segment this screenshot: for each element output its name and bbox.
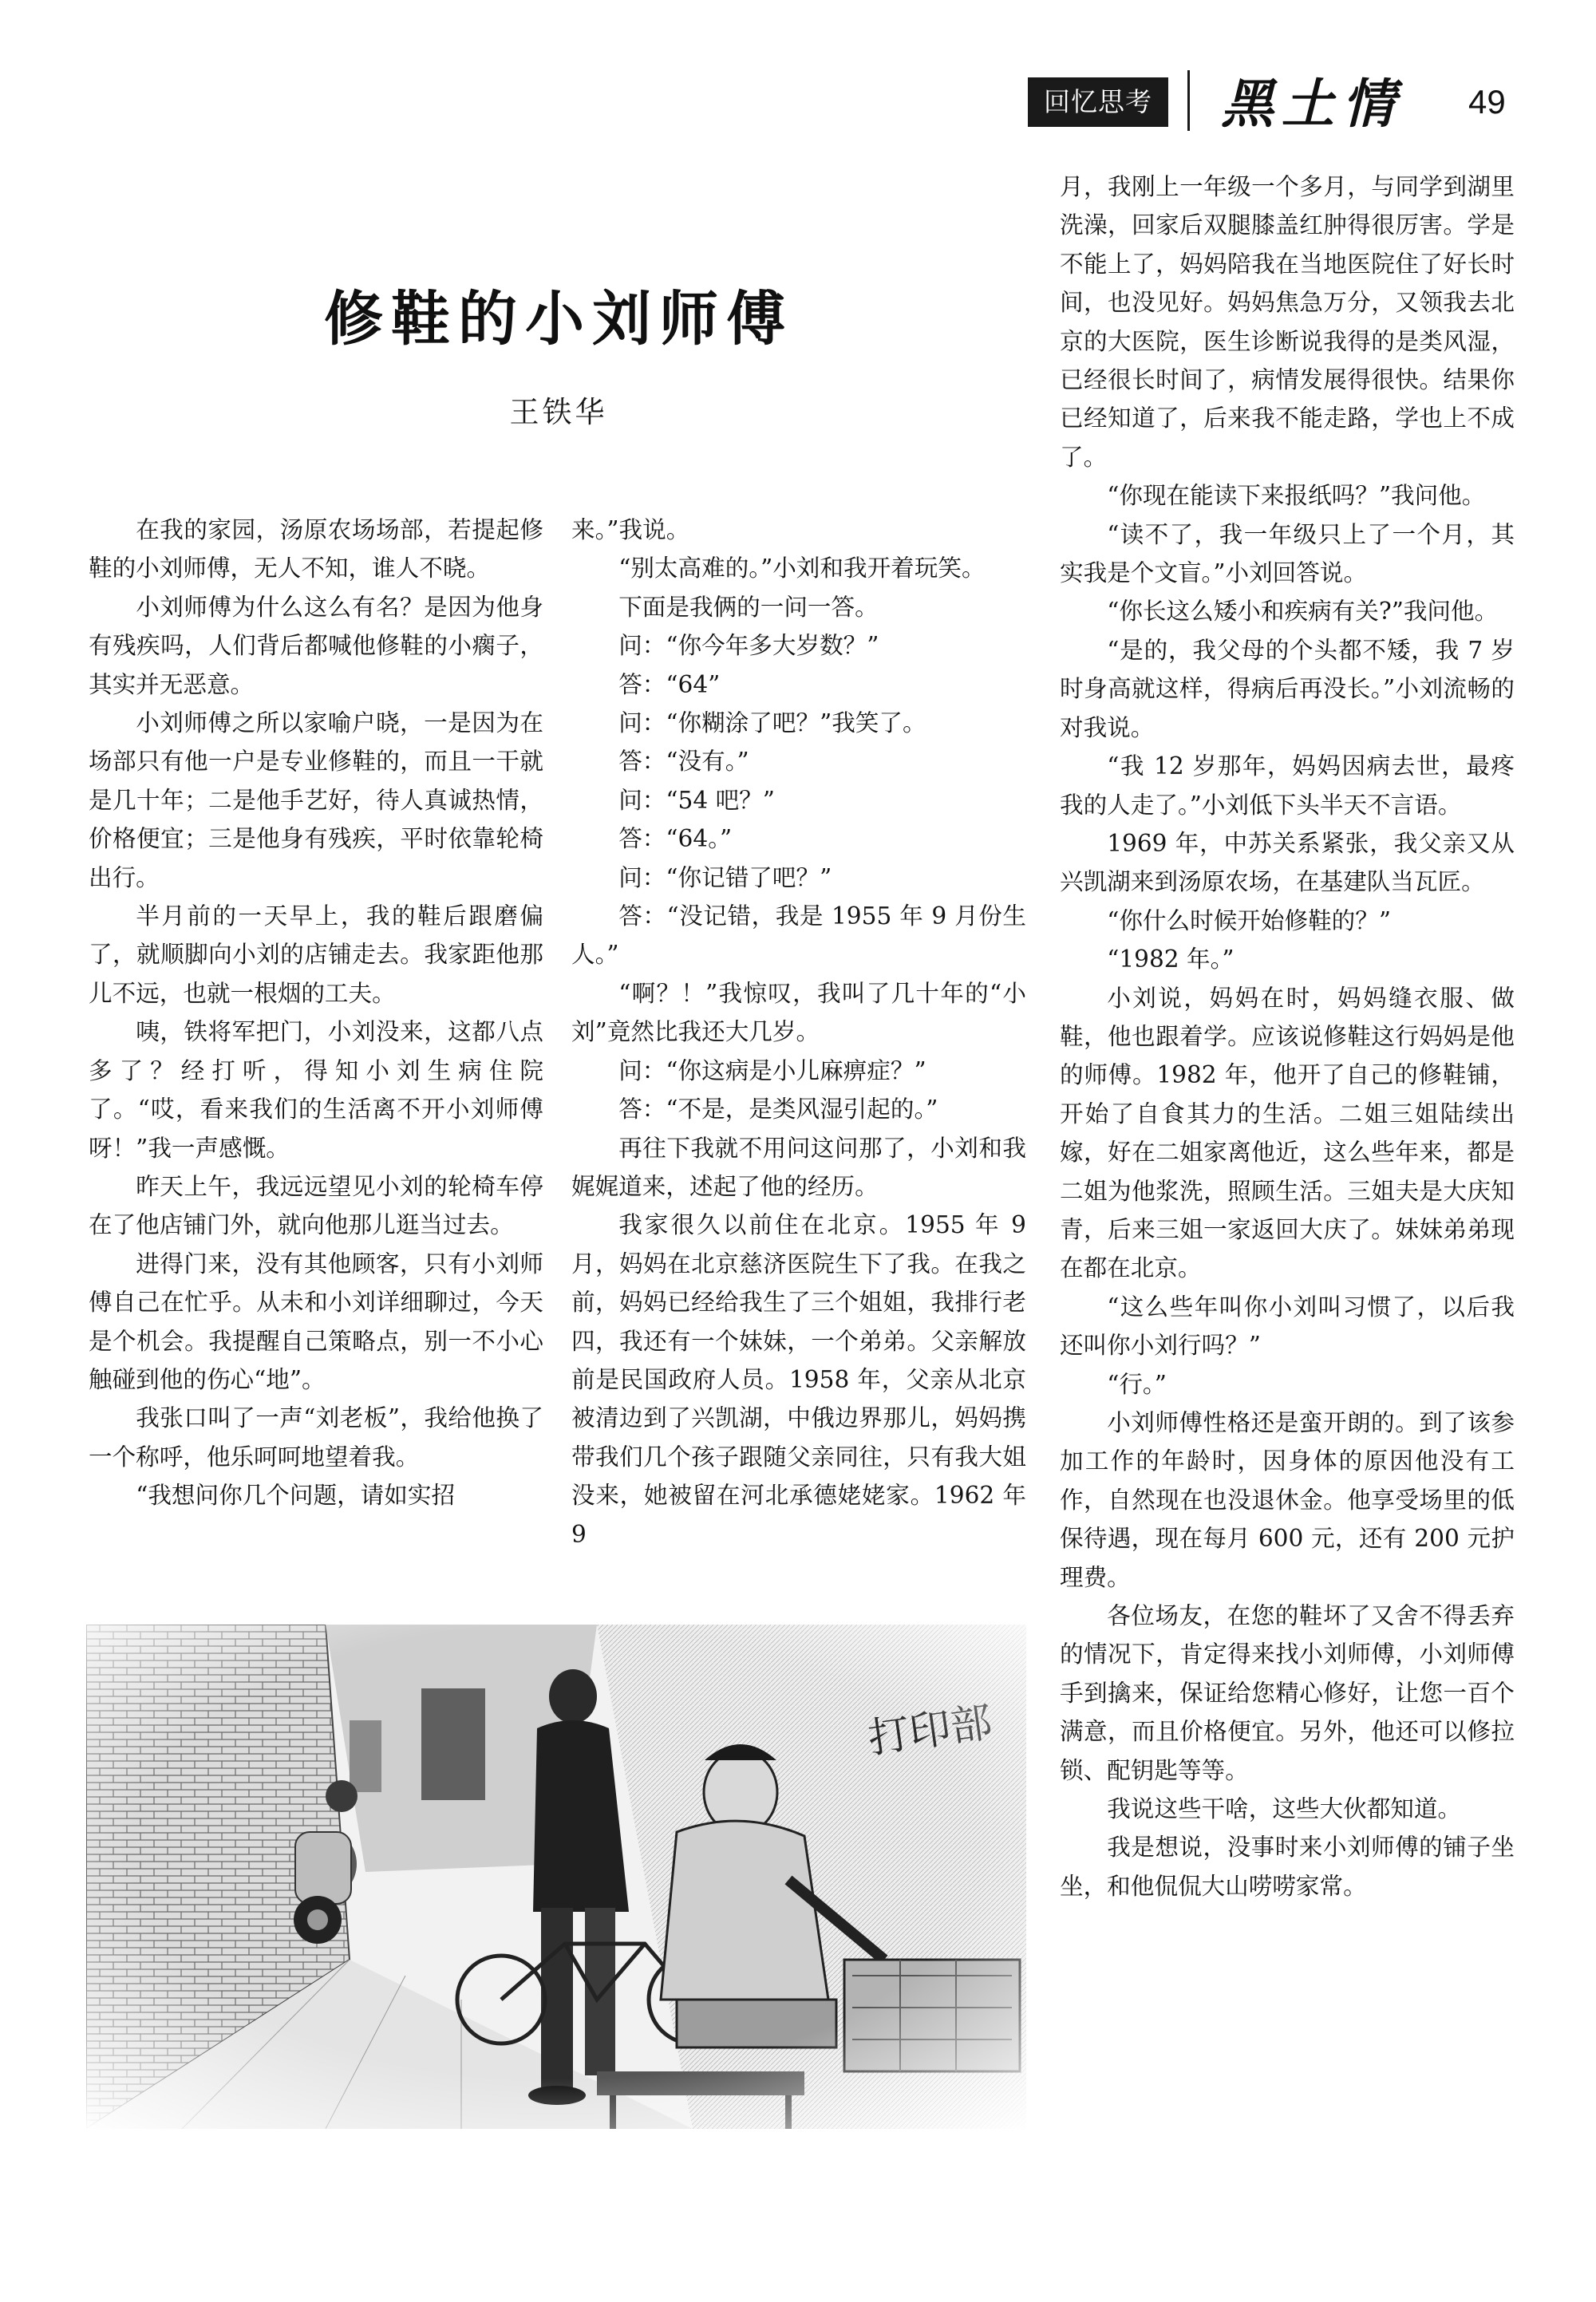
paragraph: “你什么时候开始修鞋的？” (1107, 906, 1391, 934)
paragraph: “我想问你几个问题，请如实招 (136, 1482, 456, 1510)
dialogue-line: 问：“你糊涂了吧？”我笑了。 (618, 709, 926, 737)
header-divider (1187, 70, 1190, 131)
paragraph: “你现在能读下来报纸吗？”我问他。 (1107, 482, 1486, 510)
paragraph: “啊？！”我惊叹，我叫了几十年的“小刘”竟然比我还大几岁。 (571, 979, 1026, 1046)
dialogue-line: 答：“没有。” (618, 748, 749, 776)
paragraph: 1969 年，中苏关系紧张，我父亲又从兴凯湖来到汤原农场，在基建队当瓦匠。 (1060, 829, 1515, 896)
paragraph: 小刘师傅之所以家喻户晓，一是因为在场部只有他一户是专业修鞋的，而且一干就是几十年；二是他手艺好，待人真诚热情，价格便宜；三是他身有残疾，平时依靠轮椅出行。 (89, 709, 543, 891)
paragraph: 小刘师傅为什么这么有名？是因为他身有残疾吗，人们背后都喊他修鞋的小瘸子，其实并无恶意。 (89, 593, 543, 698)
paragraph: “我 12 岁那年，妈妈因病去世，最疼我的人走了。”小刘低下头半天不言语。 (1060, 752, 1515, 819)
paragraph: 来。”我说。 (571, 516, 690, 543)
article-author: 王铁华 (509, 395, 608, 429)
article-photo (86, 1625, 1026, 2129)
article-title: 修鞋的小刘师傅 (324, 285, 793, 353)
paragraph: 我是想说，没事时来小刘师傅的铺子坐坐，和他侃侃大山唠唠家常。 (1060, 1834, 1515, 1900)
paragraph: 我家很久以前住在北京。1955 年 9 月，妈妈在北京慈济医院生下了我。在我之前，妈妈已经给我生了三个姐姐，我排行老四，我还有一个妹妹，一个弟弟。父亲解放前是民国政府人员。1958 年，父亲从北京被清边到了兴凯湖，中俄边界那儿，妈妈携带我们几个孩子跟随父亲同往，只有我大姐没来，她被留在河北承德姥姥家。1962 年 9 (571, 1211, 1026, 1548)
paragraph: 我张口叫了一声“刘老板”，我给他换了一个称呼，他乐呵呵地望着我。 (89, 1404, 543, 1471)
dialogue-line: 答：“没记错，我是 1955 年 9 月份生人。” (571, 902, 1026, 969)
paragraph: “别太高难的。”小刘和我开着玩笑。 (618, 555, 986, 582)
paragraph: 小刘说，妈妈在时，妈妈缝衣服、做鞋，他也跟着学。应该说修鞋这行妈妈是他的师傅。1982 年，他开了自己的修鞋铺，开始了自食其力的生活。二姐三姐陆续出嫁，好在二姐家离他近，这么些年来，都是二姐为他浆洗，照顾生活。三姐夫是大庆知青，后来三姐一家返回大庆了。妹妹弟弟现在都在北京。 (1060, 984, 1515, 1282)
paragraph: 昨天上午，我远远望见小刘的轮椅车停在了他店铺门外，就向他那儿逛当过去。 (89, 1172, 543, 1239)
paragraph: 下面是我俩的一问一答。 (618, 593, 879, 621)
page-number: 49 (1468, 83, 1506, 120)
text-column-3 (1060, 168, 1515, 1905)
paragraph: 我说这些干啥，这些大伙都知道。 (1107, 1795, 1462, 1823)
paragraph: 各位场友，在您的鞋坏了又舍不得丢弃的情况下，肯定得来找小刘师傅，小刘师傅手到擒来，保证给您精心修好，让您一百个满意，而且价格便宜。另外，他还可以修拉锁、配钥匙等等。 (1060, 1602, 1515, 1784)
dialogue-line: 问：“你记错了吧？” (618, 863, 832, 891)
paragraph: 咦，铁将军把门，小刘没来，这都八点多了？经打听，得知小刘生病住院了。“哎，看来我们的生活离不开小刘师傅呀！”我一声感慨。 (89, 1018, 543, 1162)
paragraph: “是的，我父母的个头都不矮，我 7 岁时身高就这样，得病后再没长。”小刘流畅的对我说。 (1060, 636, 1515, 741)
paragraph: 进得门来，没有其他顾客，只有小刘师傅自己在忙乎。从未和小刘详细聊过，今天是个机会。我提醒自己策略点，别一不小心触碰到他的伤心“地”。 (89, 1250, 543, 1393)
paragraph: 在我的家园，汤原农场场部，若提起修鞋的小刘师傅，无人不知，谁人不晓。 (89, 516, 543, 582)
paragraph: 半月前的一天早上，我的鞋后跟磨偏了，就顺脚向小刘的店铺走去。我家距他那儿不远，也就一根烟的工夫。 (89, 902, 543, 1007)
dialogue-line: 答：“64。” (618, 825, 733, 853)
magazine-logo: 黑土情 (1221, 73, 1403, 135)
text-column-2 (571, 511, 1026, 1554)
paragraph: “行。” (1107, 1370, 1167, 1398)
paragraph: “1982 年。” (1107, 946, 1235, 973)
paragraph: 再往下我就不用问这问那了，小刘和我娓娓道来，述起了他的经历。 (571, 1134, 1026, 1200)
paragraph: “这么些年叫你小刘叫习惯了，以后我还叫你小刘行吗？” (1060, 1293, 1515, 1360)
paragraph: “读不了，我一年级只上了一个月，其实我是个文盲。”小刘回答说。 (1060, 520, 1515, 587)
paragraph: “你长这么矮小和疾病有关?”我问他。 (1107, 598, 1499, 626)
paragraph: 月，我刚上一年级一个多月，与同学到湖里洗澡，回家后双腿膝盖红肿得很厉害。学是不能上了，妈妈陪我在当地医院住了好长时间，也没见好。妈妈焦急万分，又领我去北京的大医院，医生诊断说我得的是类风湿，已经很长时间了，病情发展得很快。结果你已经知道了，后来我不能走路，学也上不成了。 (1060, 173, 1515, 471)
paragraph: 小刘师傅性格还是蛮开朗的。到了该参加工作的年龄时，因身体的原因他没有工作，自然现在也没退休金。他享受场里的低保待遇，现在每月 600 元，还有 200 元护理费。 (1060, 1409, 1515, 1591)
dialogue-line: 答：“不是，是类风湿引起的。” (618, 1096, 938, 1123)
text-column-1 (89, 511, 543, 1515)
dialogue-line: 问：“54 吧？” (618, 786, 775, 814)
dialogue-line: 答：“64” (618, 670, 721, 698)
dialogue-line: 问：“你今年多大岁数？” (618, 632, 879, 660)
dialogue-line: 问：“你这病是小儿麻痹症？” (618, 1056, 926, 1084)
section-tag: 回忆思考 (1028, 77, 1168, 127)
